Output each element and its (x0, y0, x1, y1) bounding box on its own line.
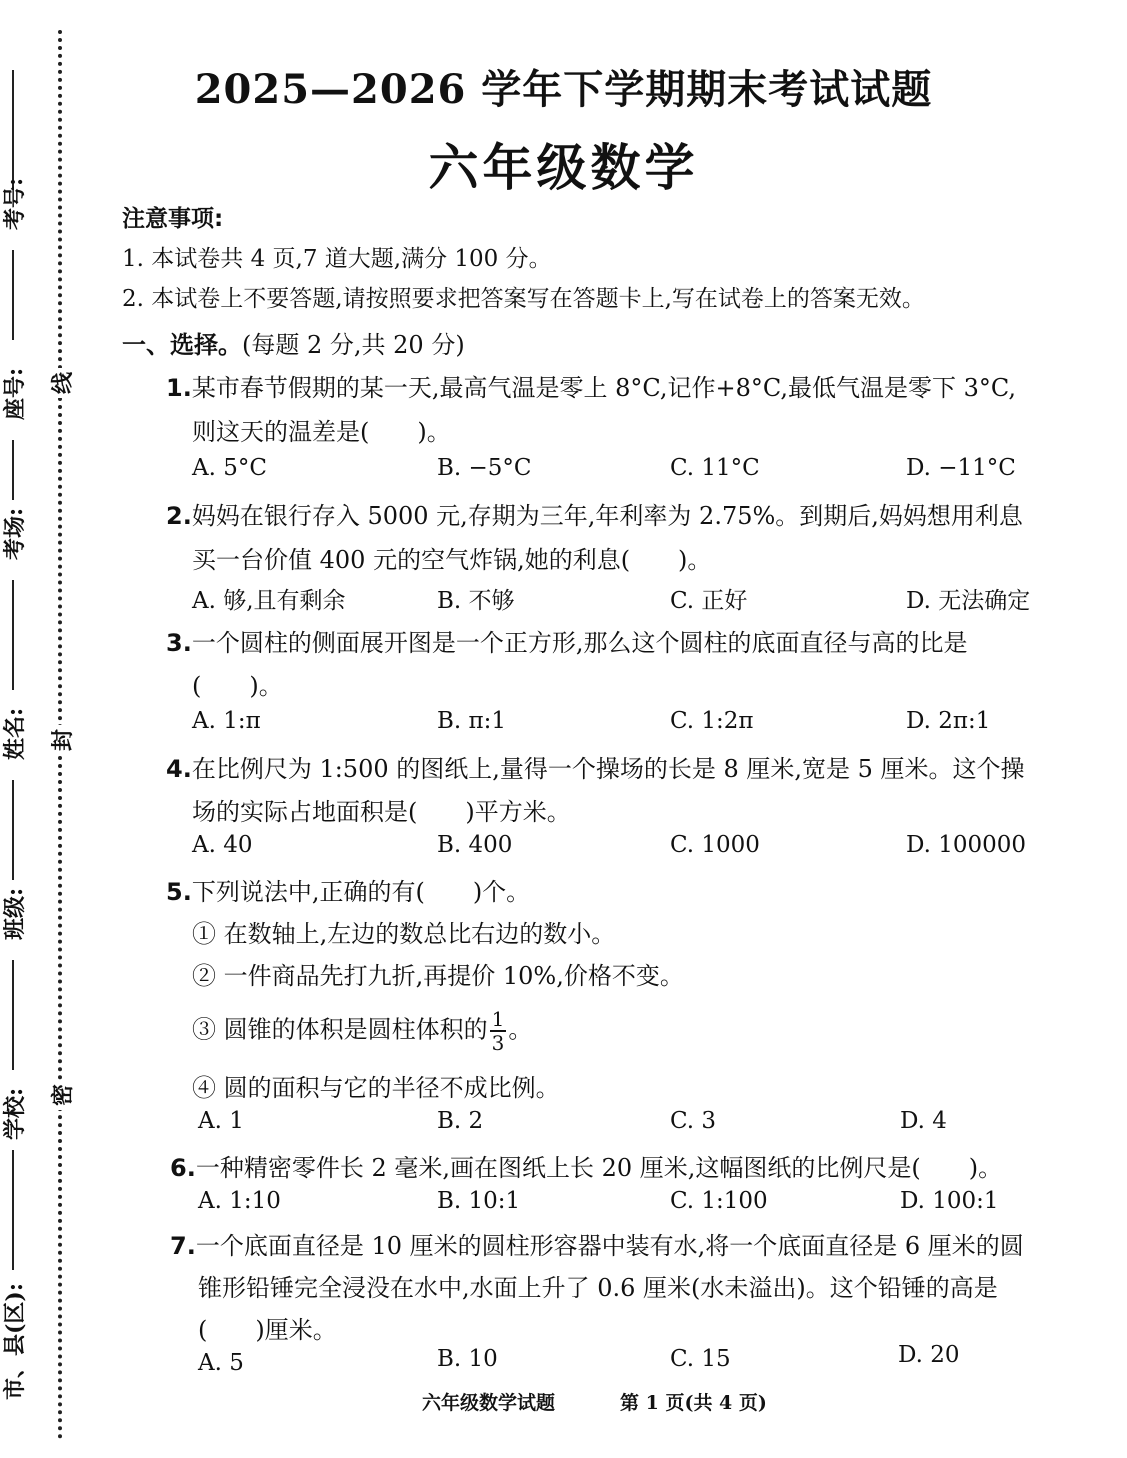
field-underline (12, 440, 14, 500)
field-class: 班级: (2, 887, 28, 940)
question-7-line-3: ( )厘米。 (198, 1316, 337, 1344)
field-underline (12, 1150, 14, 1270)
option-b[interactable]: B. π:1 (437, 708, 507, 734)
statement-1: ① 在数轴上,左边的数总比右边的数小。 (192, 920, 616, 948)
question-text: 一种精密零件长 2 毫米,画在图纸上长 20 厘米,这幅图纸的比例尺是( )。 (195, 1154, 1003, 1182)
option-c[interactable]: C. 3 (670, 1108, 717, 1134)
option-a[interactable]: A. 40 (192, 832, 253, 858)
field-underline (12, 250, 14, 340)
question-7-line-1 (170, 1226, 1024, 1261)
option-b[interactable]: B. 2 (437, 1108, 484, 1134)
option-b[interactable]: B. 400 (437, 832, 513, 858)
field-seat-number: 座号: (2, 367, 28, 420)
statement-2: ② 一件商品先打九折,再提价 10%,价格不变。 (192, 962, 684, 990)
field-name: 姓名: (2, 707, 28, 760)
fraction-denominator: 3 (491, 1031, 505, 1055)
option-c[interactable]: C. 11°C (670, 455, 760, 481)
option-b[interactable]: B. −5°C (437, 455, 532, 481)
question-text: 下列说法中,正确的有( )个。 (191, 878, 531, 906)
field-underline (12, 780, 14, 880)
statement-text: ③ 圆锥的体积是圆柱体积的 (192, 1015, 488, 1044)
option-c[interactable]: C. 1:100 (670, 1188, 768, 1214)
question-5-line-1 (166, 872, 530, 907)
option-d[interactable]: D. 2π:1 (906, 708, 991, 734)
fraction-numerator: 1 (491, 1007, 505, 1031)
option-a[interactable]: A. 5 (198, 1350, 244, 1376)
question-3-line-1 (166, 623, 967, 658)
option-a[interactable]: A. 1 (198, 1108, 244, 1134)
question-6-line-1 (170, 1148, 1002, 1183)
question-number: 2. (166, 502, 192, 530)
option-d[interactable]: D. 无法确定 (906, 588, 1031, 614)
question-4-line-2: 场的实际占地面积是( )平方米。 (192, 798, 571, 826)
option-c[interactable]: C. 正好 (670, 588, 748, 614)
field-city-county: 市、县(区): (2, 1283, 28, 1400)
option-a[interactable]: A. 5°C (192, 455, 267, 481)
question-7-line-2: 锥形铅锤完全浸没在水中,水面上升了 0.6 厘米(水未溢出)。这个铅锤的高是 (198, 1274, 998, 1302)
option-b[interactable]: B. 10 (437, 1346, 498, 1372)
question-text: 某市春节假期的某一天,最高气温是零上 8°C,记作+8°C,最低气温是零下 3°C, (191, 374, 1017, 402)
field-school: 学校: (2, 1087, 28, 1140)
exam-subject: 六年级数学 (428, 138, 699, 197)
footer-subject: 六年级数学试题 (422, 1392, 556, 1414)
statement-end: 。 (508, 1015, 533, 1044)
statement-4: ④ 圆的面积与它的半径不成比例。 (192, 1074, 560, 1102)
seal-mark-seal: 封 (48, 725, 78, 755)
option-c[interactable]: C. 15 (670, 1346, 731, 1372)
question-2-line-2: 买一台价值 400 元的空气炸锅,她的利息( )。 (192, 546, 712, 574)
fraction (490, 1008, 507, 1054)
statement-3 (192, 1008, 532, 1054)
question-number: 1. (166, 374, 192, 402)
question-text: 一个底面直径是 10 厘米的圆柱形容器中装有水,将一个底面直径是 6 厘米的圆 (195, 1232, 1024, 1260)
question-number: 4. (166, 755, 192, 783)
option-a[interactable]: A. 够,且有剩余 (192, 588, 346, 614)
question-text: 在比例尺为 1:500 的图纸上,量得一个操场的长是 8 厘米,宽是 5 厘米。这个操 (191, 755, 1025, 783)
notice-item: 1. 本试卷共 4 页,7 道大题,满分 100 分。 (122, 246, 552, 272)
question-text: 一个圆柱的侧面展开图是一个正方形,那么这个圆柱的底面直径与高的比是 (191, 629, 968, 657)
option-b[interactable]: B. 10:1 (437, 1188, 521, 1214)
field-exam-number: 考号: (2, 177, 28, 230)
option-b[interactable]: B. 不够 (437, 588, 515, 614)
field-underline (12, 580, 14, 690)
seal-mark-secret: 密 (48, 1080, 78, 1110)
field-exam-room: 考场: (2, 507, 28, 560)
question-4-line-1 (166, 749, 1025, 784)
question-number: 7. (170, 1232, 196, 1260)
field-underline (12, 960, 14, 1070)
question-text: 妈妈在银行存入 5000 元,存期为三年,年利率为 2.75%。到期后,妈妈想用利息 (191, 502, 1023, 530)
option-d[interactable]: D. 100000 (906, 832, 1027, 858)
option-d[interactable]: D. 4 (900, 1108, 947, 1134)
option-c[interactable]: C. 1000 (670, 832, 760, 858)
section-points: (每题 2 分,共 20 分) (242, 331, 465, 359)
question-number: 6. (170, 1154, 196, 1182)
seal-mark-line: 线 (48, 368, 78, 398)
notice-heading: 注意事项: (122, 206, 224, 232)
option-d[interactable]: D. 20 (898, 1342, 960, 1368)
question-2-line-1 (166, 496, 1023, 531)
binding-margin (0, 0, 90, 1458)
section-heading (122, 325, 465, 360)
option-a[interactable]: A. 1:π (192, 708, 261, 734)
option-a[interactable]: A. 1:10 (198, 1188, 281, 1214)
question-1-line-2: 则这天的温差是( )。 (192, 418, 451, 446)
option-d[interactable]: D. −11°C (906, 455, 1016, 481)
section-title: 一、选择。 (122, 330, 242, 359)
question-number: 5. (166, 878, 192, 906)
exam-title: 2025—2026 学年下学期期末考试试题 (194, 66, 933, 113)
footer-page-number: 第 1 页(共 4 页) (620, 1392, 767, 1414)
notice-item: 2. 本试卷上不要答题,请按照要求把答案写在答题卡上,写在试卷上的答案无效。 (122, 286, 925, 312)
question-1-line-1 (166, 368, 1016, 403)
question-3-line-2: ( )。 (192, 672, 283, 700)
question-number: 3. (166, 629, 192, 657)
option-c[interactable]: C. 1:2π (670, 708, 754, 734)
option-d[interactable]: D. 100:1 (900, 1188, 999, 1214)
